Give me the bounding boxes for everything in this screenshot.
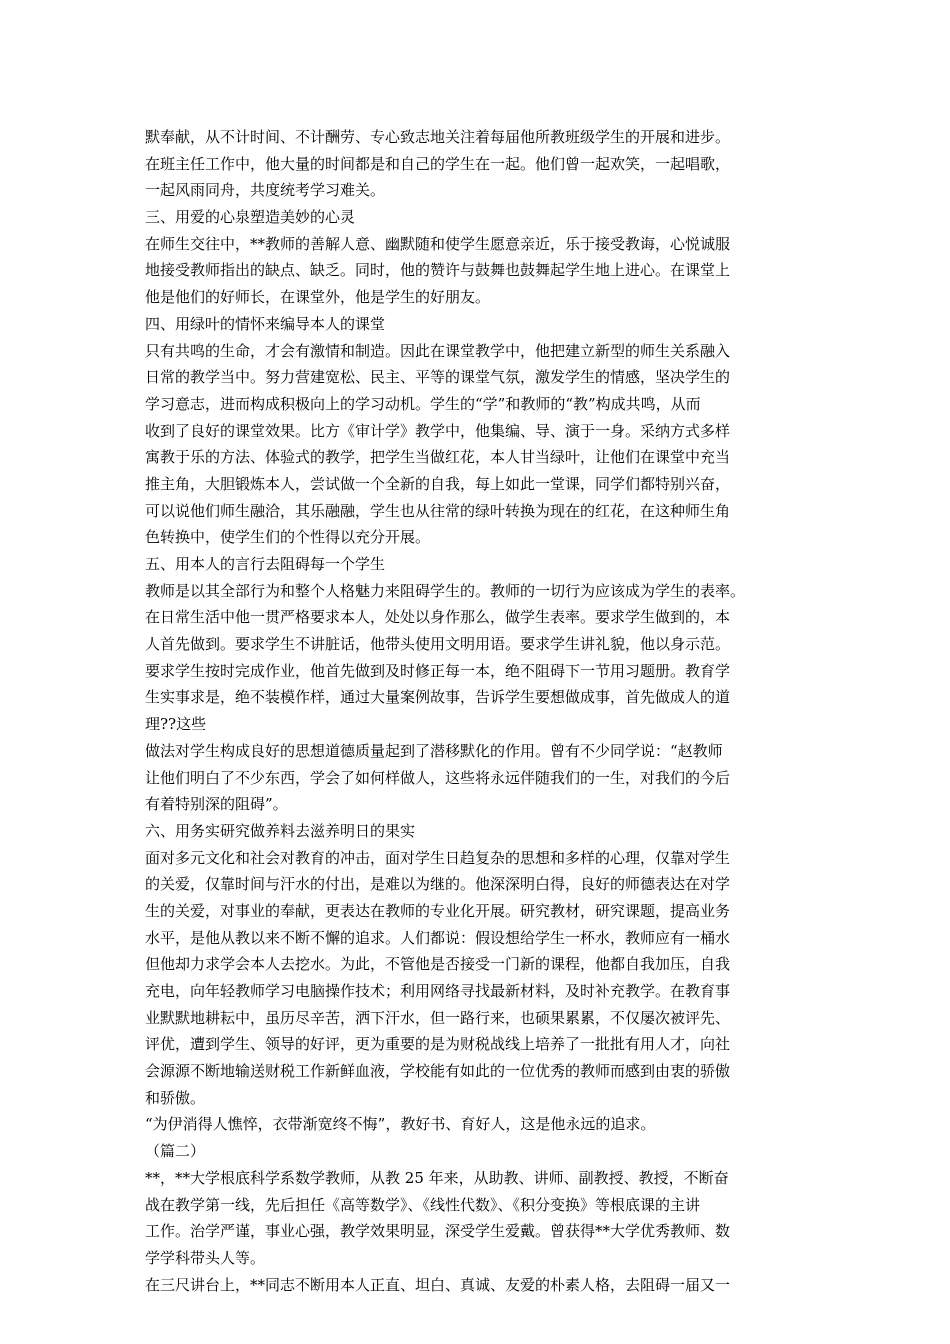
text-line: 一起风雨同舟，共度统考学习难关。: [145, 181, 386, 200]
text-line: 在师生交往中，**教师的善解人意、幽默随和使学生愿意亲近，乐于接受教诲，心悦诚服: [145, 234, 731, 253]
text-line: 要求学生按时完成作业，他首先做到及时修正每一本，绝不阻碍下一节用习题册。教育学: [145, 661, 731, 680]
text-line: 和骄傲。: [145, 1088, 206, 1107]
section-heading: 五、用本人的言行去阻碍每一个学生: [145, 555, 386, 573]
text-line: 他是他们的好师长，在课堂外，他是学生的好朋友。: [145, 288, 491, 307]
text-line: 的关爱，仅靠时间与汗水的付出，是难以为继的。他深深明白得，良好的师德表达在对学: [145, 875, 731, 894]
text-line: 寓教于乐的方法、体验式的教学，把学生当做红花，本人甘当绿叶，让他们在课堂中充当: [145, 448, 731, 467]
text-line: 在班主任工作中，他大量的时间都是和自己的学生在一起。他们曾一起欢笑，一起唱歌，: [145, 154, 731, 173]
text-line: “为伊消得人憔悴，衣带渐宽终不悔”，教好书、育好人，这是他永远的追求。: [145, 1115, 656, 1134]
text-line: 评优，遭到学生、领导的好评，更为重要的是为财税战线上培养了一批批有用人才，向社: [145, 1035, 731, 1054]
text-line: 做法对学生构成良好的思想道德质量起到了潜移默化的作用。曾有不少同学说：“赵教师: [145, 741, 723, 760]
text-line: 业默默地耕耘中，虽历尽辛苦，洒下汗水，但一路行来，也硕果累累，不仅屡次被评先、: [145, 1008, 731, 1027]
text-line: 地接受教师指出的缺点、缺乏。同时，他的赞许与鼓舞也鼓舞起学生地上进心。在课堂上: [145, 261, 731, 280]
text-line: 推主角，大胆锻炼本人，尝试做一个全新的自我，每上如此一堂课，同学们都特别兴奋，: [145, 474, 731, 493]
text-line: 战在教学第一线，先后担任《高等数学》、《线性代数》、《积分变换》等根底课的主讲: [145, 1195, 701, 1214]
text-line: 生的关爱，对事业的奉献，更表达在教师的专业化开展。研究教材，研究课题，提高业务: [145, 901, 731, 920]
text-line: 收到了良好的课堂效果。比方《审计学》教学中，他集编、导、演于一身。采纳方式多样: [145, 421, 731, 440]
text-line: 生实事求是，绝不装模作样，通过大量案例故事，告诉学生要想做成事，首先做成人的道: [145, 688, 731, 707]
text-line: 让他们明白了不少东西，学会了如何样做人，这些将永远伴随我们的一生，对我们的今后: [145, 768, 731, 787]
text-line: 面对多元文化和社会对教育的冲击，面对学生日趋复杂的思想和多样的心理，仅靠对学生: [145, 848, 731, 867]
text-line: 教师是以其全部行为和整个人格魅力来阻碍学生的。教师的一切行为应该成为学生的表率。: [145, 581, 746, 600]
text-line: 但他却力求学会本人去挖水。为此，不管他是否接受一门新的课程，他都自我加压，自我: [145, 955, 731, 974]
text-line: **，**大学根底科学系数学教师，从教 25 年来，从助教、讲师、副教授、教授，不断奋: [145, 1168, 729, 1187]
text-line: 工作。治学严谨，事业心强，教学效果明显，深受学生爱戴。曾获得**大学优秀教师、数: [145, 1222, 731, 1241]
text-line: 只有共鸣的生命，才会有激情和制造。因此在课堂教学中，他把建立新型的师生关系融入: [145, 341, 731, 360]
text-line: 可以说他们师生融洽，其乐融融，学生也从往常的绿叶转换为现在的红花，在这种师生角: [145, 501, 731, 520]
text-line: 水平，是他从教以来不断不懈的追求。人们都说：假设想给学生一杯水，教师应有一桶水: [145, 928, 731, 947]
text-line: 理??这些: [145, 715, 207, 734]
text-line: 学习意志，进而构成积极向上的学习动机。学生的“学”和教师的“教”构成共鸣，从而: [145, 394, 701, 413]
text-line: 会源源不断地输送财税工作新鲜血液，学校能有如此的一位优秀的教师而感到由衷的骄傲: [145, 1062, 731, 1081]
text-line: 在日常生活中他一贯严格要求本人，处处以身作那么，做学生表率。要求学生做到的，本: [145, 608, 731, 627]
section-heading: 六、用务实研究做养料去滋养明日的果实: [145, 821, 416, 840]
section-heading: 三、用爱的心泉塑造美妙的心灵: [145, 208, 356, 227]
text-line: 默奉献，从不计时间、不计酬劳、专心致志地关注着每届他所教班级学生的开展和进步。: [145, 128, 731, 146]
text-line: 有着特别深的阻碍”。: [145, 795, 288, 814]
text-line: 日常的教学当中。努力营建宽松、民主、平等的课堂气氛，激发学生的情感，坚决学生的: [145, 368, 731, 387]
text-line: 充电，向年轻教师学习电脑操作技术；利用网络寻找最新材料，及时补充教学。在教育事: [145, 982, 731, 1000]
document-body: [145, 124, 810, 1298]
section-heading: （篇二）: [145, 1142, 206, 1161]
text-line: 人首先做到。要求学生不讲脏话，他带头使用文明用语。要求学生讲礼貌，他以身示范。: [145, 635, 731, 654]
text-line: 色转换中，使学生们的个性得以充分开展。: [145, 528, 431, 547]
text-line: 在三尺讲台上，**同志不断用本人正直、坦白、真诚、友爱的朴素人格，去阻碍一届又一: [145, 1275, 731, 1294]
section-heading: 四、用绿叶的情怀来编导本人的课堂: [145, 314, 386, 333]
text-line: 学学科带头人等。: [145, 1248, 266, 1267]
